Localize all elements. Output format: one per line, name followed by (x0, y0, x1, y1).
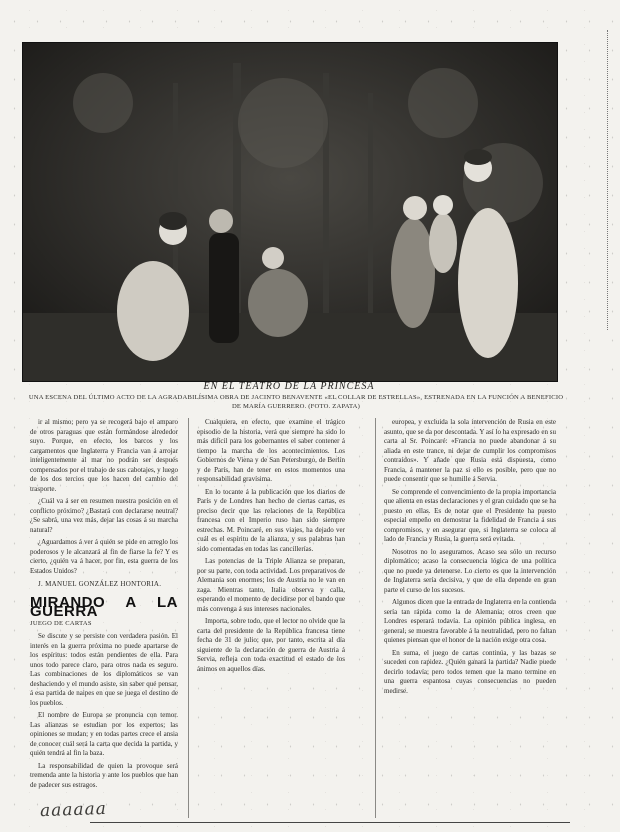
paragraph: El nombre de Europa se pronuncia con temor. Las alianzas se estudian por los expertos; las opiniones se mudan; y en todas partes crece el ansia de conocer cuál será la carta que decida la partida, y quién tendrá al fin la baza. (30, 711, 178, 757)
column-3 (384, 418, 556, 699)
column-divider (375, 418, 376, 818)
binding-edge (601, 30, 608, 330)
paragraph: En lo tocante á la publicación que los diarios de París y de Londres han hecho de ciertas cartas, es preciso decir que las relaciones de la República francesa con el Imperio ruso han sido siempre estrechas. M. Poincaré, en sus viajes, ha dejado ver cuál es el espíritu de la alianza, y sus palabras han sido comentadas en todas las cancillerías. (197, 487, 345, 553)
paragraph: Las potencias de la Triple Alianza se preparan, por su parte, con toda actividad. Los preparativos de Alemania son enormes; los de Austria no le van en zaga. Mientras tanto, Italia observa y calla, esperando el momento de decidirse por el bando que más convenga á sus intereses nacionales. (197, 557, 345, 613)
photo-caption-title: EN EL TEATRO DE LA PRINCESA (203, 381, 375, 392)
paragraph: En suma, el juego de cartas continúa, y las bazas se suceden con rapidez. ¿Quién ganará la partida? Nadie puede decirlo todavía; pero todos temen que la mano termine en una guerra espantosa cuyas consecuencias no pueden medirse. (384, 648, 556, 695)
column-2 (197, 418, 345, 677)
article-subhead: JUEGO DE CARTAS (30, 619, 92, 627)
article-signature: J. MANUEL GONZÁLEZ HONTORIA. (38, 580, 162, 588)
paragraph: Algunos dicen que la entrada de Inglaterra en la contienda sería tan rápida como la de Alemania; otros creen que Londres esperará todavía. La opinión pública inglesa, en general, se muestra favorable á la neutralidad, pero no faltan quienes piensan que el honor de la nación exige otra cosa. (384, 598, 556, 644)
paragraph: Se discute y se persiste con verdadera pasión. El interés en la guerra próxima no puede apartarse de los espíritus: todos están pendientes de ella. Para unos todo parece claro, para otros nada es seguro. Las combinaciones de los diplomáticos se van deshaciendo y el mundo asiste, sin saber qué pensar, á esa partida de naipes en que se juega el destino de los pueblos. (30, 632, 178, 707)
theatre-photo (22, 42, 558, 382)
column-divider (188, 418, 189, 818)
paragraph: Cualquiera, en efecto, que examine el trágico episodio de la historia, verá que siempre ha sido lo más difícil para los gobernantes el saber contener á tiempo la marcha de los acontecimientos. Los Gobiernos de Viena y de San Petersburgo, de Berlín y de París, han de tener en estos momentos una responsabilidad gravísima. (197, 418, 345, 483)
article-headline: MIRANDO A LA GUERRA (30, 593, 178, 620)
paragraph: ¿Cuál va á ser en resumen nuestra posición en el conflicto próximo? ¿Bastará con declararse neutral? ¿Se sabrá, una vez más, dejar las cosas á su marcha natural? (30, 497, 178, 534)
paragraph: Importa, sobre todo, que el lector no olvide que la carta del presidente de la República francesa tiene fecha de 31 de julio; que, por tanto, escrita al día siguiente de la declaración de guerra de Austria á Servia, refleja con toda exactitud el estado de los ánimos en aquellos días. (197, 617, 345, 673)
handwritten-scrawl: aaaaaa (39, 798, 108, 822)
paragraph: ir al mismo; pero ya se recogerá bajo el amparo de otros paraguas que están formándose alrededor suyo. Porque, en efecto, los barcos y los cargamentos que Inglaterra y Francia van á arrojar inteligentemente al mar no podrán ser después compensados por el trabajo de sus cabotajes, y luego de los dos tercios que los hacen del cambio del trasporte. (30, 418, 178, 493)
paragraph: Nosotros no lo aseguramos. Acaso sea sólo un recurso diplomático; acaso la consecuencia lógica de una política que no puede ya detenerse. Lo cierto es que la intervención de Inglaterra sería decisiva, y que de ella depende en gran parte el curso de los sucesos. (384, 547, 556, 594)
paragraph: ¿Aguardamos á ver á quién se pide en arreglo los poderosos y le alcanzará al fin de fiarse la fe? Y es cierto, ¿quién va á hacer, por fin, esta guerra de los Estados Unidos? (30, 538, 178, 575)
paragraph: La responsabilidad de quien la provoque será tremenda ante la historia y ante los pueblos que han de padecer sus estragos. (30, 761, 178, 789)
theatre-scene-illustration (23, 43, 557, 381)
bottom-rule (90, 822, 570, 823)
column-1 (30, 418, 178, 793)
paragraph: Se comprende el convencimiento de la propia importancia que alienta en estas declaraciones y el gran cuidado que se ha puesto en ellas. Es de notar que el Presidente ha puesto especial empeño en demostrar la fidelidad de Francia á sus compromisos, y en asegurar que, si Inglaterra se coloca al lado de Francia y Rusia, la guerra será evitada. (384, 487, 557, 543)
photo-caption-text: UNA ESCENA DEL ÚLTIMO ACTO DE LA AGRADABILÍSIMA OBRA DE JACINTO BENAVENTE «EL COLLAR DE ESTRELLAS», ESTRENADA EN LA FUNCIÓN A BENEFICIO DE MARÍA GUERRERO. (FOTO. ZAPATA) (28, 394, 564, 410)
paragraph: europea, y excluida la sola intervención de Rusia en este asunto, que se da por descontada. Y así lo ha expresado en su carta al Sr. Poincaré: «Francia no puede abandonar á su aliada en este trance, ni dejar de cumplir los compromisos contraídos». Y añade que Rusia está dispuesta, como Francia, á mantener la paz si ello es posible, pero que no puede consentir que se humille á Servia. (384, 418, 556, 483)
